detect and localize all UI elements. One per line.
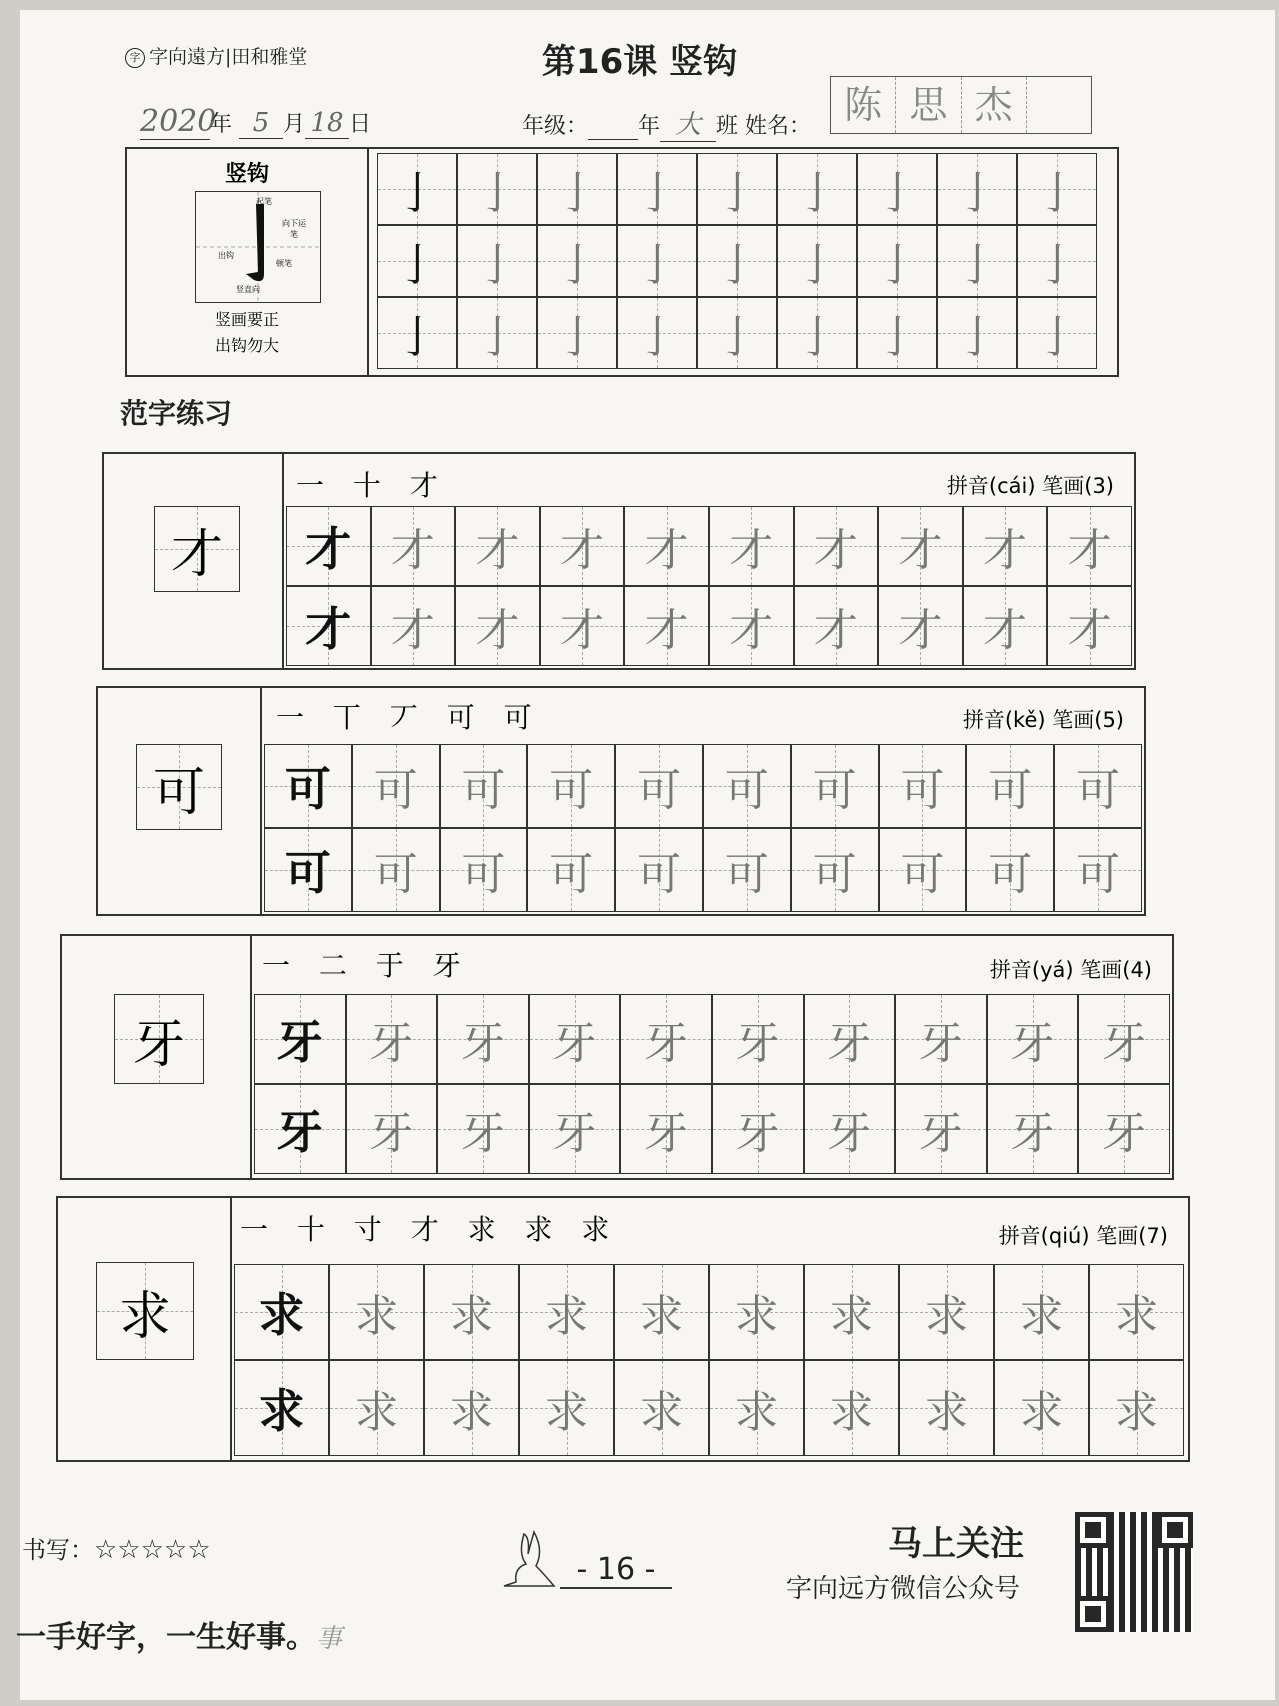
stroke-glyph: 亅 [1035,240,1079,291]
practice-cell[interactable] [966,828,1054,912]
stroke-panel [125,147,1119,377]
motto [16,1612,342,1656]
practice-char: 才 [729,605,774,656]
practice-cell[interactable] [352,744,440,828]
practice-cell[interactable] [879,828,967,912]
practice-char: 才 [475,525,520,576]
practice-char: 求 [449,1387,494,1438]
practice-cell[interactable] [712,1084,804,1174]
stroke-glyph: 亅 [795,240,839,291]
stroke-glyph: 亅 [955,240,999,291]
practice-char: 求 [924,1291,969,1342]
practice-char: 可 [373,849,418,900]
practice-char: 才 [644,525,689,576]
month-label: 月 [283,112,306,137]
practice-cell[interactable] [371,506,456,586]
stroke-practice-cell[interactable] [457,153,537,225]
model-char-box [136,744,222,830]
practice-cell[interactable] [424,1360,519,1456]
practice-char: 求 [258,1288,305,1342]
practice-grid [254,994,1170,1174]
practice-cell[interactable] [519,1360,614,1456]
practice-char: 才 [305,522,352,576]
practice-char: 可 [461,765,506,816]
model-practice-cell [254,1084,346,1174]
practice-cell[interactable] [424,1264,519,1360]
practice-char: 可 [988,849,1033,900]
name-char: 思 [896,77,961,133]
stroke-practice-cell[interactable] [537,153,617,225]
rating-label: 书写： [22,1536,94,1564]
practice-char: 求 [449,1291,494,1342]
practice-char: 才 [305,602,352,656]
practice-char: 求 [1114,1291,1159,1342]
stroke-glyph: 亅 [955,168,999,219]
name-char: 陈 [831,77,896,133]
stroke-practice-cell[interactable] [377,225,457,297]
motto-text: 一手好字，一生好事。 [16,1620,316,1655]
practice-char: 可 [812,765,857,816]
stroke-practice-cell[interactable] [937,153,1017,225]
practice-char: 求 [639,1291,684,1342]
practice-char: 牙 [552,1018,597,1069]
practice-char: 才 [898,605,943,656]
practice-char: 可 [637,765,682,816]
pinyin-label: 拼音(kě) [962,708,1046,732]
stroke-practice-grid [377,153,1097,369]
practice-char: 才 [898,525,943,576]
pinyin-label: 拼音(qiú) [998,1224,1090,1248]
pinyin-strokes [963,704,1124,734]
practice-char: 才 [729,525,774,576]
practice-char: 可 [284,846,331,900]
rabbit-icon [494,1524,564,1598]
practice-char: 才 [560,605,605,656]
practice-char: 可 [988,765,1033,816]
practice-cell[interactable] [615,744,703,828]
stroke-order: 一 丅 丆 可 可 [276,701,542,734]
practice-char: 求 [544,1291,589,1342]
strokes-label: 笔画(4) [1080,958,1152,982]
practice-char: 求 [639,1387,684,1438]
practice-char: 求 [354,1291,399,1342]
practice-char: 求 [544,1387,589,1438]
stroke-practice-cell[interactable] [777,297,857,369]
class-label: 班 [716,114,739,139]
practice-char: 求 [258,1384,305,1438]
practice-cell[interactable] [1047,586,1132,666]
model-practice-cell [264,744,352,828]
practice-char: 牙 [644,1018,689,1069]
day-label: 日 [349,112,372,137]
stroke-glyph: 亅 [715,240,759,291]
practice-cell[interactable] [437,994,529,1084]
practice-cell[interactable] [329,1360,424,1456]
name-label: 姓名： [745,114,812,139]
stroke-order: 一 二 于 牙 [262,949,471,982]
stroke-practice-cell[interactable] [457,297,537,369]
stroke-practice-cell[interactable] [937,225,1017,297]
grade-year-label: 年 [638,114,661,139]
stroke-glyph: 亅 [635,168,679,219]
practice-cell[interactable] [346,1084,438,1174]
practice-char: 牙 [276,1105,323,1159]
practice-char: 牙 [918,1108,963,1159]
practice-cell[interactable] [963,586,1048,666]
practice-cell[interactable] [994,1360,1089,1456]
practice-char: 可 [724,765,769,816]
practice-cell[interactable] [455,586,540,666]
stroke-practice-cell[interactable] [537,297,617,369]
practice-cell[interactable] [527,744,615,828]
practice-cell[interactable] [709,586,794,666]
month-handwritten: 5 [239,108,283,139]
page-title: 第16课 竖钩 [541,42,738,82]
char-block-4 [56,1196,1190,1462]
stroke-practice-cell[interactable] [617,225,697,297]
practice-char: 牙 [644,1108,689,1159]
stroke-glyph: 亅 [395,168,439,219]
practice-char: 牙 [735,1108,780,1159]
practice-cell[interactable] [963,506,1048,586]
practice-char: 牙 [735,1018,780,1069]
demo-label: 起笔 [256,197,272,206]
practice-char: 求 [1019,1291,1064,1342]
stroke-practice-cell[interactable] [617,297,697,369]
model-practice-cell [234,1360,329,1456]
practice-cell[interactable] [527,828,615,912]
practice-cell[interactable] [624,586,709,666]
stroke-glyph: 亅 [875,312,919,363]
brand-text: 字向遠方|田和雅堂 [149,46,308,68]
page-number: - 16 - [560,1552,672,1589]
practice-cell[interactable] [352,828,440,912]
practice-cell[interactable] [1089,1360,1184,1456]
grade-line [522,104,811,142]
stroke-glyph: 亅 [1035,168,1079,219]
practice-grid [286,506,1132,666]
stroke-order: 一 十 寸 才 求 求 求 [240,1213,620,1246]
practice-cell[interactable] [620,994,712,1084]
stroke-glyph: 亅 [955,312,999,363]
date-line [140,104,371,140]
stroke-glyph: 亅 [555,312,599,363]
stroke-practice-cell[interactable] [617,153,697,225]
model-char: 牙 [132,1014,185,1075]
stroke-practice-cell[interactable] [697,153,777,225]
practice-char: 可 [724,849,769,900]
practice-char: 可 [549,849,594,900]
practice-char: 可 [900,849,945,900]
model-practice-cell [286,586,371,666]
model-practice-cell [254,994,346,1084]
stroke-glyph: 亅 [475,240,519,291]
practice-cell[interactable] [794,586,879,666]
stroke-practice-cell[interactable] [697,225,777,297]
stroke-demo-box [195,191,321,303]
practice-cell[interactable] [1078,1084,1170,1174]
stroke-intro [127,149,369,375]
stroke-glyph: 亅 [475,312,519,363]
practice-char: 求 [734,1291,779,1342]
rating [22,1530,211,1565]
star-rating-icons[interactable]: ☆☆☆☆☆ [94,1535,211,1565]
practice-grid [234,1264,1184,1456]
practice-cell[interactable] [879,744,967,828]
stroke-title: 竖钩 [224,162,269,187]
practice-char: 牙 [827,1108,872,1159]
char-block-1 [102,452,1136,670]
model-practice-cell [264,828,352,912]
stroke-order: 一 十 才 [296,469,448,502]
practice-cell[interactable] [1054,828,1142,912]
practice-cell[interactable] [709,506,794,586]
practice-char: 牙 [1010,1018,1055,1069]
practice-cell[interactable] [804,1084,896,1174]
practice-char: 求 [1019,1387,1064,1438]
practice-char: 可 [549,765,594,816]
strokes-label: 笔画(3) [1042,474,1114,498]
practice-char: 牙 [276,1015,323,1069]
stroke-practice-cell[interactable] [857,153,937,225]
practice-cell[interactable] [620,1084,712,1174]
stroke-practice-cell[interactable] [937,297,1017,369]
practice-char: 才 [1067,605,1112,656]
year-label: 年 [210,112,233,137]
model-char: 才 [170,524,223,585]
practice-cell[interactable] [709,1264,804,1360]
practice-cell[interactable] [614,1264,709,1360]
stroke-glyph: 亅 [475,168,519,219]
practice-cell[interactable] [899,1264,994,1360]
stroke-practice-cell[interactable] [857,225,937,297]
model-char: 可 [152,762,205,823]
stroke-glyph: 亅 [1035,312,1079,363]
stroke-practice-cell[interactable] [857,297,937,369]
practice-char: 才 [813,605,858,656]
practice-char: 求 [734,1387,779,1438]
stroke-glyph: 亅 [555,240,599,291]
stroke-glyph: 亅 [635,240,679,291]
model-char-box [96,1262,194,1360]
practice-char: 可 [812,849,857,900]
stroke-tip-1: 竖画要正 [214,310,279,329]
practice-char: 才 [390,525,435,576]
practice-cell[interactable] [437,1084,529,1174]
practice-cell[interactable] [440,828,528,912]
practice-cell[interactable] [1078,994,1170,1084]
practice-char: 求 [924,1387,969,1438]
class-handwritten: 大 [660,104,716,142]
practice-cell[interactable] [1047,506,1132,586]
practice-cell[interactable] [712,994,804,1084]
practice-char: 可 [637,849,682,900]
practice-cell[interactable] [794,506,879,586]
stroke-practice-cell[interactable] [1017,225,1097,297]
stroke-practice-cell[interactable] [457,225,537,297]
practice-char: 牙 [827,1018,872,1069]
day-handwritten: 18 [305,108,349,139]
practice-char: 可 [284,762,331,816]
practice-cell[interactable] [615,828,703,912]
practice-cell[interactable] [529,994,621,1084]
practice-char: 才 [475,605,520,656]
practice-cell[interactable] [709,1360,804,1456]
practice-cell[interactable] [895,1084,987,1174]
practice-cell[interactable] [878,506,963,586]
practice-cell[interactable] [987,1084,1079,1174]
model-practice-cell [234,1264,329,1360]
practice-cell[interactable] [329,1264,424,1360]
practice-char: 牙 [460,1018,505,1069]
strokes-label: 笔画(7) [1096,1224,1168,1248]
pinyin-label: 拼音(cái) [946,474,1036,498]
demo-label: 向下运笔 [282,219,306,239]
practice-cell[interactable] [624,506,709,586]
demo-label: 顿笔 [276,259,292,268]
practice-cell[interactable] [455,506,540,586]
practice-cell[interactable] [1054,744,1142,828]
practice-cell[interactable] [804,1360,899,1456]
pinyin-strokes [990,954,1152,984]
practice-cell[interactable] [703,828,791,912]
stroke-glyph: 亅 [875,240,919,291]
practice-char: 牙 [369,1108,414,1159]
stroke-glyph: 亅 [795,168,839,219]
practice-char: 可 [1076,849,1121,900]
practice-char: 才 [560,525,605,576]
name-char: 杰 [962,77,1027,133]
practice-cell[interactable] [1089,1264,1184,1360]
account-label: 字向远方微信公众号 [786,1574,1021,1604]
stroke-practice-cell[interactable] [377,153,457,225]
brand-mark: 字 [125,48,145,68]
practice-cell[interactable] [540,586,625,666]
model-char-box [154,506,240,592]
practice-char: 可 [1076,765,1121,816]
model-char-box [114,994,204,1084]
practice-cell[interactable] [878,586,963,666]
practice-cell[interactable] [703,744,791,828]
name-box [830,76,1092,134]
stroke-glyph: 亅 [715,168,759,219]
motto-handwritten: 事 [316,1624,343,1654]
stroke-practice-cell[interactable] [777,153,857,225]
name-char [1027,77,1091,133]
practice-char: 牙 [460,1108,505,1159]
practice-char: 可 [461,849,506,900]
stroke-glyph: 亅 [395,240,439,291]
stroke-glyph: 亅 [715,312,759,363]
practice-char: 才 [390,605,435,656]
pinyin-strokes [999,1220,1168,1250]
char-block-3 [60,934,1174,1180]
practice-cell[interactable] [371,586,456,666]
demo-label: 出钩 [218,251,234,260]
section-title: 范字练习 [120,397,233,430]
model-char: 求 [118,1286,171,1347]
practice-cell[interactable] [994,1264,1089,1360]
stroke-practice-cell[interactable] [537,225,617,297]
practice-char: 才 [813,525,858,576]
practice-char: 求 [354,1387,399,1438]
practice-cell[interactable] [791,828,879,912]
practice-cell[interactable] [540,506,625,586]
practice-char: 求 [829,1291,874,1342]
stroke-glyph: 亅 [795,312,839,363]
practice-cell[interactable] [614,1360,709,1456]
practice-char: 才 [983,605,1028,656]
pinyin-strokes [947,470,1114,500]
pinyin-label: 拼音(yá) [989,958,1074,982]
practice-cell[interactable] [346,994,438,1084]
practice-char: 可 [900,765,945,816]
practice-cell[interactable] [804,994,896,1084]
practice-cell[interactable] [895,994,987,1084]
model-practice-cell [286,506,371,586]
practice-char: 求 [829,1387,874,1438]
stroke-tip-2: 出钩勿大 [214,336,279,355]
stroke-glyph: 亅 [395,312,439,363]
practice-cell[interactable] [987,994,1079,1084]
stroke-practice-cell[interactable] [1017,297,1097,369]
stroke-practice-cell[interactable] [1017,153,1097,225]
practice-char: 牙 [552,1108,597,1159]
practice-char: 牙 [918,1018,963,1069]
qr-code-icon[interactable] [1075,1512,1193,1632]
practice-cell[interactable] [899,1360,994,1456]
practice-char: 牙 [1010,1108,1055,1159]
practice-cell[interactable] [966,744,1054,828]
stroke-glyph: 亅 [875,168,919,219]
practice-char: 才 [644,605,689,656]
stroke-practice-cell[interactable] [697,297,777,369]
stroke-practice-cell[interactable] [777,225,857,297]
char-block-2 [96,686,1146,916]
practice-char: 牙 [1102,1108,1147,1159]
demo-label: 竖直向 [236,285,260,294]
practice-cell[interactable] [804,1264,899,1360]
practice-cell[interactable] [519,1264,614,1360]
practice-char: 求 [1114,1387,1159,1438]
stroke-practice-cell[interactable] [377,297,457,369]
practice-cell[interactable] [791,744,879,828]
grade-label: 年级： [522,114,589,139]
strokes-label: 笔画(5) [1052,708,1124,732]
practice-cell[interactable] [440,744,528,828]
practice-cell[interactable] [529,1084,621,1174]
practice-char: 可 [373,765,418,816]
stroke-glyph: 亅 [555,168,599,219]
stroke-glyph: 亅 [635,312,679,363]
practice-grid [264,744,1142,912]
year-handwritten: 2020 [140,104,217,139]
follow-label: 马上关注 [888,1524,1024,1564]
practice-char: 才 [1067,525,1112,576]
practice-char: 才 [983,525,1028,576]
practice-char: 牙 [369,1018,414,1069]
practice-char: 牙 [1102,1018,1147,1069]
